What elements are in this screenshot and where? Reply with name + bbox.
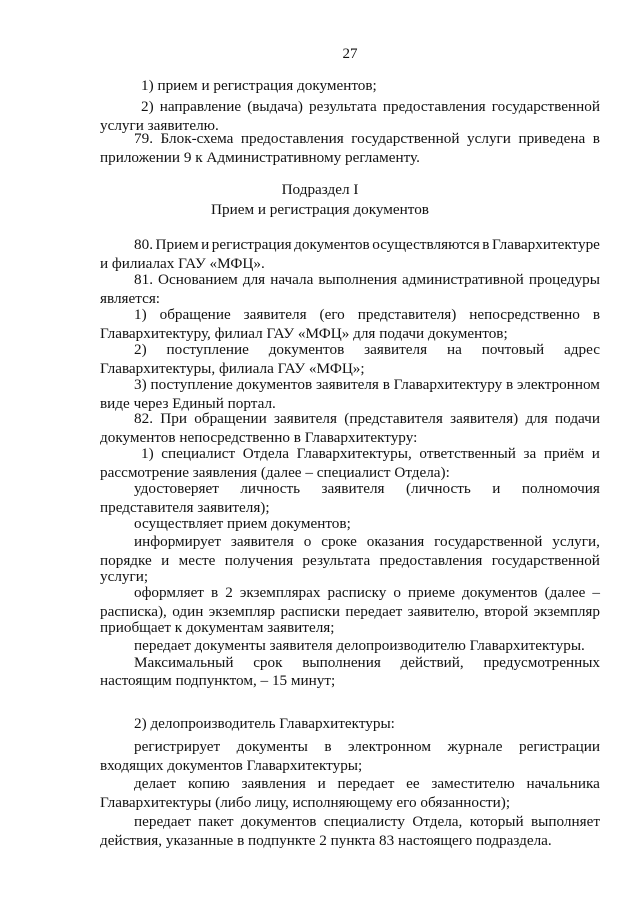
word: сроке <box>321 533 357 550</box>
word: выполняет <box>531 813 600 830</box>
word: ее <box>406 775 420 792</box>
word: 79. <box>134 130 153 147</box>
word: приём <box>543 445 585 462</box>
word: передает <box>134 813 191 830</box>
paragraph-81-item2-line2: Главархитектуры, филиала ГАУ «МФЦ»; <box>100 360 365 377</box>
paragraph-81-item1-line2: Главархитектуру, филиал ГАУ «МФЦ» для подачи документов; <box>100 325 508 342</box>
word: расписки <box>280 603 341 620</box>
word: полномочия <box>521 480 600 497</box>
paragraph-80-line2: и филиалах ГАУ «МФЦ». <box>100 255 265 272</box>
word: срок <box>253 654 283 671</box>
paragraph-79-line1 <box>134 130 600 148</box>
word: в <box>482 236 490 253</box>
word: обращение <box>159 306 231 323</box>
word: за <box>523 445 537 462</box>
paragraph-81-item3-line1 <box>134 376 600 394</box>
word: приведена <box>518 130 586 147</box>
word: месте <box>178 552 216 569</box>
paragraph-82-sub2: 2) делопроизводитель Главархитектуры: <box>134 715 395 732</box>
word: государственной <box>491 552 600 569</box>
word: информирует <box>134 533 221 550</box>
paragraph-81-item3-line2: виде через Единый портал. <box>100 395 276 412</box>
max-time-line2: настоящим подпунктом, – 15 минут; <box>100 672 336 689</box>
paragraph-82-sub1-line2: рассмотрение заявления (далее – специалист Отдела): <box>100 464 450 481</box>
word: услуги <box>467 130 511 147</box>
word: (его <box>319 306 345 323</box>
word: в <box>592 130 600 147</box>
paragraph-82-line2: документов непосредственно в Главархитектуру: <box>100 429 418 446</box>
word: экземпляр <box>533 603 600 620</box>
word: который <box>469 813 524 830</box>
paragraph-81-item1-line1 <box>134 306 600 324</box>
word: второй <box>484 603 529 620</box>
word: о <box>393 584 401 601</box>
action-inform-line1 <box>134 533 600 551</box>
word: передает <box>337 775 395 792</box>
word: электронном <box>517 376 600 393</box>
clerk-handover-line2: действия, указанные в подпункте 2 пункта 83 настоящего подраздела. <box>100 832 552 849</box>
word: личность <box>240 480 301 497</box>
word: непосредственно <box>469 306 580 323</box>
list-item-result-line2: услуги заявителю. <box>100 117 219 134</box>
word: (далее <box>544 584 586 601</box>
word: предоставления <box>379 552 483 569</box>
word: Отдела <box>242 445 289 462</box>
word: журнале <box>447 738 503 755</box>
word: и <box>201 236 210 253</box>
word: 80. <box>134 236 153 253</box>
word: услуги, <box>552 533 600 550</box>
clerk-copy-line1 <box>134 775 600 793</box>
word: поступление <box>150 376 233 393</box>
word: 81. <box>134 271 153 288</box>
word: выполнения <box>318 271 397 288</box>
word: Основанием <box>158 271 238 288</box>
word: административной <box>402 271 524 288</box>
word: Максимальный <box>134 654 234 671</box>
list-item-result-line1 <box>141 98 600 116</box>
word: выполнения <box>302 654 381 671</box>
word: в <box>592 306 600 323</box>
word: 82. <box>134 410 153 427</box>
word: заявителя <box>230 533 294 550</box>
word: Главархитектуру <box>393 376 503 393</box>
clerk-handover-line1 <box>134 813 600 831</box>
word: регистрация <box>211 236 292 253</box>
word: заявления <box>241 775 306 792</box>
word: о <box>303 533 312 550</box>
word: предоставления <box>382 98 486 115</box>
word: предусмотренных <box>483 654 600 671</box>
word: заявителя <box>243 306 307 323</box>
word: государственной <box>351 130 460 147</box>
paragraph-81-item2-line1 <box>134 341 600 359</box>
word: пакет <box>198 813 234 830</box>
clerk-register-line1 <box>134 738 600 756</box>
word: Блок-схема <box>160 130 234 147</box>
word: результата <box>302 552 371 569</box>
word: Главархитектуре <box>492 236 600 253</box>
word: копию <box>187 775 230 792</box>
action-identity-line2: представителя заявителя); <box>100 499 270 516</box>
word: делает <box>134 775 177 792</box>
word: один <box>172 603 204 620</box>
word: регистрации <box>518 738 600 755</box>
word: в <box>506 376 514 393</box>
word: электронном <box>348 738 431 755</box>
paragraph-80-line1 <box>134 236 600 254</box>
word: порядке <box>100 552 152 569</box>
word: обращении <box>194 410 267 427</box>
word: государственной <box>434 533 543 550</box>
paragraph-81-line2: является: <box>100 290 161 307</box>
word: и <box>317 775 326 792</box>
subsection-title: Прием и регистрация документов <box>211 201 429 218</box>
action-transfer: передает документы заявителя делопроизводителю Главархитектуры. <box>134 637 585 654</box>
word: заместителю <box>431 775 515 792</box>
word: адрес <box>564 341 600 358</box>
subsection-heading: Подраздел I <box>281 181 359 198</box>
word: заявителя <box>364 341 428 358</box>
word: 2 <box>225 584 233 601</box>
word: специалист <box>161 445 236 462</box>
word: (выдача) <box>247 98 303 115</box>
word: передает <box>345 603 403 620</box>
word: в <box>324 738 332 755</box>
word: и <box>591 445 600 462</box>
word: документы <box>236 738 308 755</box>
word: заявителя <box>315 376 379 393</box>
word: расписка), <box>100 603 167 620</box>
word: осуществляются <box>372 236 480 253</box>
word: ответственный <box>419 445 516 462</box>
word: регистрирует <box>134 738 221 755</box>
word: документов <box>268 341 345 358</box>
clerk-copy-line2: Главархитектуры (либо лицу, исполняющему его обязанности); <box>100 794 511 811</box>
word: в <box>210 584 219 601</box>
word: экземплярах <box>239 584 321 601</box>
word: 2) <box>134 341 147 358</box>
word: государственной <box>491 98 600 115</box>
word: начала <box>270 271 314 288</box>
word: документов <box>294 236 370 253</box>
word: оформляет <box>134 584 204 601</box>
word: начальника <box>526 775 600 792</box>
word: 1) <box>141 445 154 462</box>
action-receipt-line1 <box>134 584 600 602</box>
page-number: 27 <box>342 46 358 62</box>
action-inform-line3: услуги; <box>100 568 149 585</box>
word: заявителя) <box>450 410 519 427</box>
paragraph-82-sub1-line1 <box>141 445 600 463</box>
list-item-intake: 1) прием и регистрация документов; <box>141 77 377 94</box>
word: заявителю, <box>407 603 479 620</box>
word: результата <box>309 98 377 115</box>
word: При <box>160 410 187 427</box>
clerk-register-line2: входящих документов Главархитектуры; <box>100 757 363 774</box>
action-accept: осуществляет прием документов; <box>134 515 351 532</box>
word: 2) <box>141 98 154 115</box>
word: Прием <box>155 236 199 253</box>
word: (личность <box>405 480 471 497</box>
word: для <box>242 271 266 288</box>
word: почтовый <box>481 341 545 358</box>
word: документов <box>462 584 538 601</box>
word: удостоверяет <box>134 480 219 497</box>
word: – <box>592 584 600 601</box>
word: Главархитектуры, <box>296 445 412 462</box>
word: оказания <box>366 533 425 550</box>
word: документов <box>240 813 317 830</box>
action-identity-line1 <box>134 480 600 498</box>
word: подачи <box>555 410 600 427</box>
word: получения <box>224 552 294 569</box>
paragraph-82-line1 <box>134 410 600 428</box>
word: в <box>382 376 390 393</box>
word: специалисту <box>323 813 405 830</box>
word: и <box>161 552 170 569</box>
word: экземпляр <box>208 603 276 620</box>
word: представителя) <box>357 306 457 323</box>
word: предоставления <box>240 130 344 147</box>
action-receipt-line3: приобщает к документам заявителя; <box>100 619 335 636</box>
word: поступление <box>166 341 249 358</box>
max-time-line1 <box>134 654 600 672</box>
word: на <box>446 341 462 358</box>
word: действий, <box>400 654 464 671</box>
word: Отдела, <box>412 813 463 830</box>
word: и <box>492 480 501 497</box>
word: процедуры <box>528 271 600 288</box>
paragraph-79-line2: приложении 9 к Административному регламенту. <box>100 149 420 166</box>
word: 3) <box>134 376 147 393</box>
word: заявителя <box>274 410 337 427</box>
word: приеме <box>408 584 455 601</box>
word: направление <box>159 98 242 115</box>
word: для <box>525 410 548 427</box>
word: 1) <box>134 306 147 323</box>
word: расписку <box>327 584 387 601</box>
word: (представителя <box>344 410 443 427</box>
paragraph-81-line1 <box>134 271 600 289</box>
word: заявителя <box>321 480 385 497</box>
word: документов <box>236 376 313 393</box>
